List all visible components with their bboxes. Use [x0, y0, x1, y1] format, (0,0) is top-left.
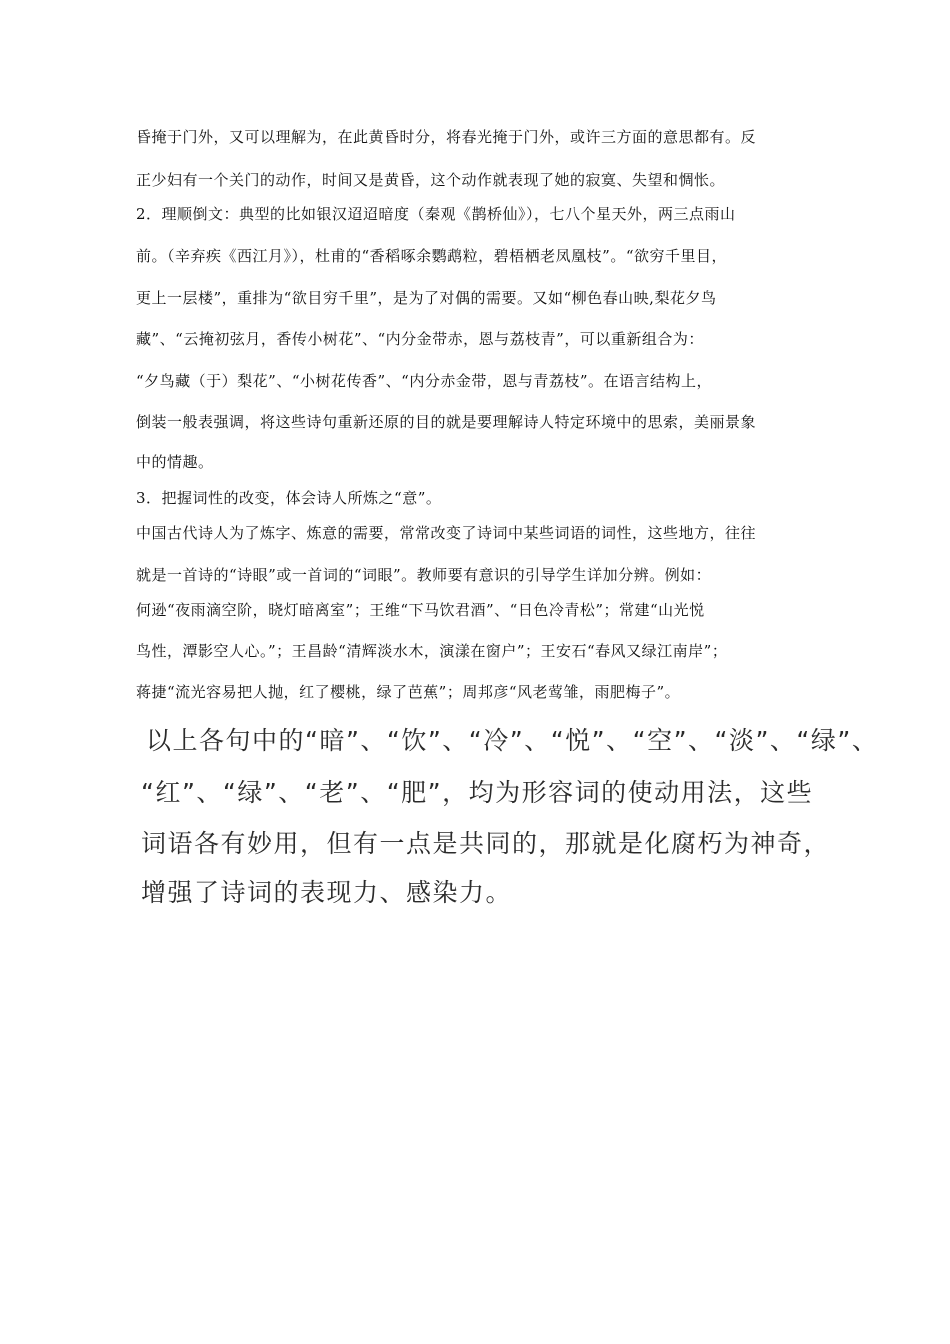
- section-heading: 3．把握词性的改变，体会诗人所炼之“意”。: [136, 489, 442, 507]
- text-line: 更上一层楼”，重排为“欲目穷千里”，是为了对偶的需要。又如“柳色春山映,梨花夕鸟: [136, 289, 717, 307]
- text-line: 就是一首诗的“诗眼”或一首词的“词眼”。教师要有意识的引导学生详加分辨。例如：: [136, 566, 712, 584]
- text-line: 中的情趣。: [136, 453, 214, 471]
- text-line: 鸟性，潭影空人心。”；王昌龄“清辉淡水木，演漾在窗户”；王安石“春风又绿江南岸”；: [136, 642, 728, 660]
- large-text-line: 以上各句中的“暗”、“饮”、“冷”、“悦”、“空”、“淡”、“绿”、: [146, 726, 879, 755]
- text-line: “夕鸟藏（于）梨花”、“小树花传香”、“内分赤金带，恩与青荔枝”。在语言结构上，: [136, 372, 713, 390]
- large-text-line: 增强了诗词的表现力、感染力。: [141, 878, 513, 907]
- text-line: 倒装一般表强调，将这些诗句重新还原的目的就是要理解诗人特定环境中的思索，美丽景象: [136, 413, 757, 431]
- text-line: 昏掩于门外，又可以理解为，在此黄昏时分，将春光掩于门外，或许三方面的意思都有。反: [136, 128, 757, 146]
- text-line: 前。（辛弃疾《西江月》），杜甫的“香稻啄余鹦鹉粒，碧梧栖老凤凰枝”。“欲穷千里目，: [136, 247, 728, 265]
- text-line: 中国古代诗人为了炼字、炼意的需要，常常改变了诗词中某些词语的词性，这些地方，往往: [136, 524, 757, 542]
- large-text-line: 词语各有妙用，但有一点是共同的，那就是化腐朽为神奇，: [141, 829, 831, 858]
- text-line: 2．理顺倒文：典型的比如银汉迢迢暗度（秦观《鹊桥仙》），七八个星天外，两三点雨山: [136, 205, 736, 223]
- text-line: 蒋捷“流光容易把人抛，红了樱桃，绿了芭蕉”；周邦彦“风老莺雏，雨肥梅子”。: [136, 683, 681, 701]
- text-line: 何逊“夜雨滴空阶，晓灯暗离室”；王维“下马饮君酒”、“日色冷青松”；常建“山光悦: [136, 601, 705, 619]
- text-line: 藏”、“云掩初弦月，香传小树花”、“内分金带赤，恩与荔枝青”，可以重新组合为：: [136, 330, 704, 348]
- large-text-line: “红”、“绿”、“老”、“肥”，均为形容词的使动用法，这些: [141, 778, 814, 807]
- text-line: 正少妇有一个关门的动作，时间又是黄昏，这个动作就表现了她的寂寞、失望和惆怅。: [136, 171, 726, 189]
